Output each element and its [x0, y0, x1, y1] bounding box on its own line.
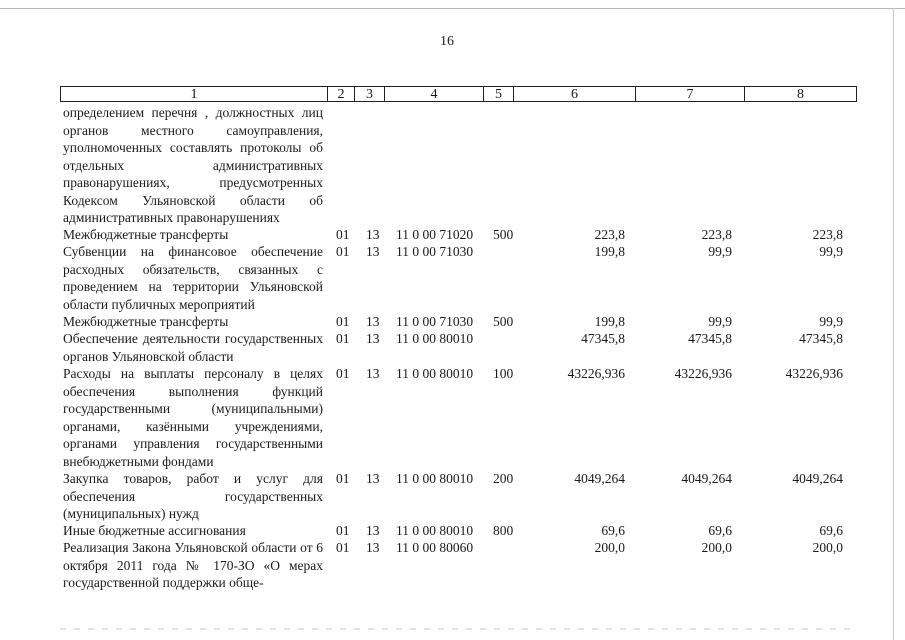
row-amount-col6: 43226,936 [567, 366, 625, 381]
row-expense-type: 200 [493, 471, 514, 486]
column-header-row [61, 87, 857, 102]
column-header-table [60, 86, 857, 102]
row-name: Иные бюджетные ассигнования [63, 523, 246, 538]
row-name: Обеспечение деятельности государственных органов Ульяновской области [63, 331, 323, 364]
column-header-2: 2 [328, 87, 355, 102]
row-amount-col8: 99,9 [819, 314, 843, 329]
row-expense-type: 500 [493, 227, 514, 242]
row-amount-col6: 4049,264 [574, 471, 625, 486]
row-subsection: 13 [366, 471, 380, 486]
row-section: 01 [336, 366, 350, 381]
row-subsection: 13 [366, 366, 380, 381]
row-name: Межбюджетные трансферты [63, 227, 229, 242]
row-target-code: 11 0 00 80010 [396, 523, 474, 538]
column-header-8: 8 [745, 87, 857, 102]
column-header-4: 4 [385, 87, 484, 102]
row-amount-col7: 99,9 [708, 314, 732, 329]
row-amount-col7: 99,9 [708, 244, 732, 259]
row-section: 01 [336, 331, 350, 346]
row-amount-col8: 4049,264 [792, 471, 843, 486]
row-target-code: 11 0 00 71030 [396, 314, 474, 329]
row-expense-type: 100 [493, 366, 514, 381]
row-expense-type: 800 [493, 523, 514, 538]
row-target-code: 11 0 00 80010 [396, 331, 474, 346]
row-amount-col6: 199,8 [594, 244, 625, 259]
row-amount-col7: 43226,936 [674, 366, 732, 381]
page-edge-top [0, 8, 905, 9]
row-section: 01 [336, 314, 350, 329]
row-amount-col6: 223,8 [594, 227, 625, 242]
column-header-1: 1 [61, 87, 328, 102]
row-amount-col6: 200,0 [594, 540, 625, 555]
column-header-6: 6 [514, 87, 636, 102]
row-name: Расходы на выплаты персоналу в целях обеспечения выполнения функций государственными (муниципальными) органами, казёнными учреждениями, органами управления государственными внебюджетными фондами [63, 366, 323, 469]
row-target-code: 11 0 00 80010 [396, 471, 474, 486]
column-header-5: 5 [484, 87, 514, 102]
row-target-code: 11 0 00 71020 [396, 227, 474, 242]
row-subsection: 13 [366, 331, 380, 346]
row-amount-col7: 47345,8 [688, 331, 732, 346]
row-amount-col7: 4049,264 [681, 471, 732, 486]
row-name: определением перечня , должностных лиц органов местного самоуправления, уполномоченных составлять протоколы об отдельных административных правонарушениях, предусмотренных Кодексом Ульяновской области об административных правонарушениях [63, 105, 323, 225]
page-edge-right [893, 8, 894, 640]
row-section: 01 [336, 244, 350, 259]
row-section: 01 [336, 540, 350, 555]
row-amount-col8: 223,8 [812, 227, 843, 242]
row-amount-col6: 69,6 [601, 523, 625, 538]
row-amount-col8: 99,9 [819, 244, 843, 259]
row-section: 01 [336, 227, 350, 242]
row-amount-col8: 47345,8 [799, 331, 843, 346]
row-subsection: 13 [366, 523, 380, 538]
row-subsection: 13 [366, 227, 380, 242]
page-number: 16 [440, 34, 454, 49]
row-name: Межбюджетные трансферты [63, 314, 229, 329]
row-section: 01 [336, 471, 350, 486]
row-subsection: 13 [366, 314, 380, 329]
row-target-code: 11 0 00 71030 [396, 244, 474, 259]
row-amount-col8: 69,6 [819, 523, 843, 538]
row-amount-col6: 199,8 [594, 314, 625, 329]
column-header-7: 7 [636, 87, 745, 102]
row-amount-col8: 200,0 [812, 540, 843, 555]
row-subsection: 13 [366, 540, 380, 555]
row-amount-col7: 200,0 [701, 540, 732, 555]
row-name: Субвенции на финансовое обеспечение расходных обязательств, связанных с проведением на территории Ульяновской области публичных мероприятий [63, 244, 323, 312]
row-name: Закупка товаров, работ и услуг для обеспечения государственных (муниципальных) нужд [63, 471, 323, 521]
row-amount-col8: 43226,936 [785, 366, 843, 381]
row-name: Реализация Закона Ульяновской области от 6 октября 2011 года № 170-ЗО «О мерах государственной поддержки обще- [63, 540, 323, 590]
scan-noise [60, 628, 850, 630]
row-expense-type: 500 [493, 314, 514, 329]
row-amount-col7: 223,8 [701, 227, 732, 242]
row-subsection: 13 [366, 244, 380, 259]
row-section: 01 [336, 523, 350, 538]
row-amount-col6: 47345,8 [581, 331, 625, 346]
row-target-code: 11 0 00 80060 [396, 540, 474, 555]
row-amount-col7: 69,6 [708, 523, 732, 538]
column-header-3: 3 [355, 87, 385, 102]
row-target-code: 11 0 00 80010 [396, 366, 474, 381]
